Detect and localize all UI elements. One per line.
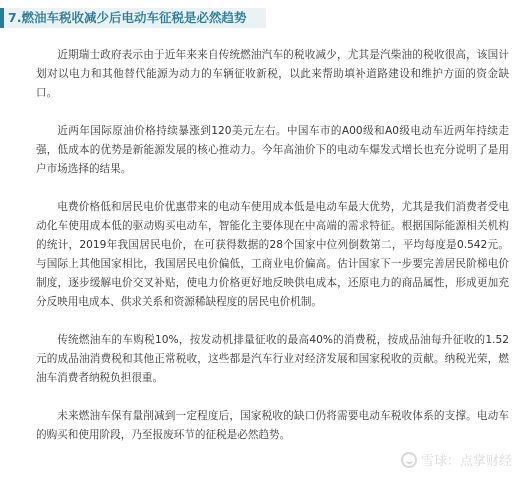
paragraph-3: 电费价格低和居民电价优惠带来的电动车使用成本低是电动车最大优势，尤其是我们消费者受电动化车使用成本低的驱动购买电动车，智能化主要体现在中高端的需求特征。根据国际能源相关机构的统计，2019年我国居民电价，在可获得数据的28个国家中位列倒数第二，平均每度是0.542元。与国际上其他国家相比，我国居民电价偏低，工商业电价偏高。估计国家下一步要完善居民阶梯电价制度，逐步缓解电价交叉补贴，使电力价格更好地反映供电成本，还原电力的商品属性，形成更加充分反映用电成本、供求关系和资源稀缺程度的居民电价机制。	[36, 201, 509, 308]
paragraph-5: 未来燃油车保有量削减到一定程度后，国家税收的缺口仍将需要电动车税收体系的支撑。电动车的购买和使用阶段，乃至报废环节的征税是必然趋势。	[36, 410, 509, 441]
article-body	[36, 46, 509, 464]
watermark-text: 雪球：点掌财经	[420, 454, 512, 469]
paragraph-4: 传统燃油车的车购税10%，按发动机排量征收的最高40%的消费税，按成品油每升征收的1.52元的成品油消费税和其他正常税收，这些都是汽车行业对经济发展和国家税收的贡献。纳税光荣，燃油车消费者纳税负担很重。	[36, 334, 509, 384]
section-heading: 7.燃油车税收减少后电动车征税是必然趋势	[0, 8, 266, 28]
paragraph-2: 近两年国际原油价格持续暴涨到120美元左右。中国车市的A00级和A0级电动车近两年持续走强，低成本的优势是新能源发展的核心推动力。今年高油价下的电动车爆发式增长也充分说明了是用户市场选择的结果。	[36, 125, 509, 175]
paragraph-1: 近期瑞士政府表示由于近年来来自传统燃油汽车的税收减少，尤其是汽柴油的税收很高，该国计划对以电力和其他替代能源为动力的车辆征收新税，以此来帮助填补道路建设和维护方面的资金缺口。	[36, 49, 509, 99]
snowball-logo-icon	[401, 452, 417, 468]
watermark	[401, 450, 512, 469]
